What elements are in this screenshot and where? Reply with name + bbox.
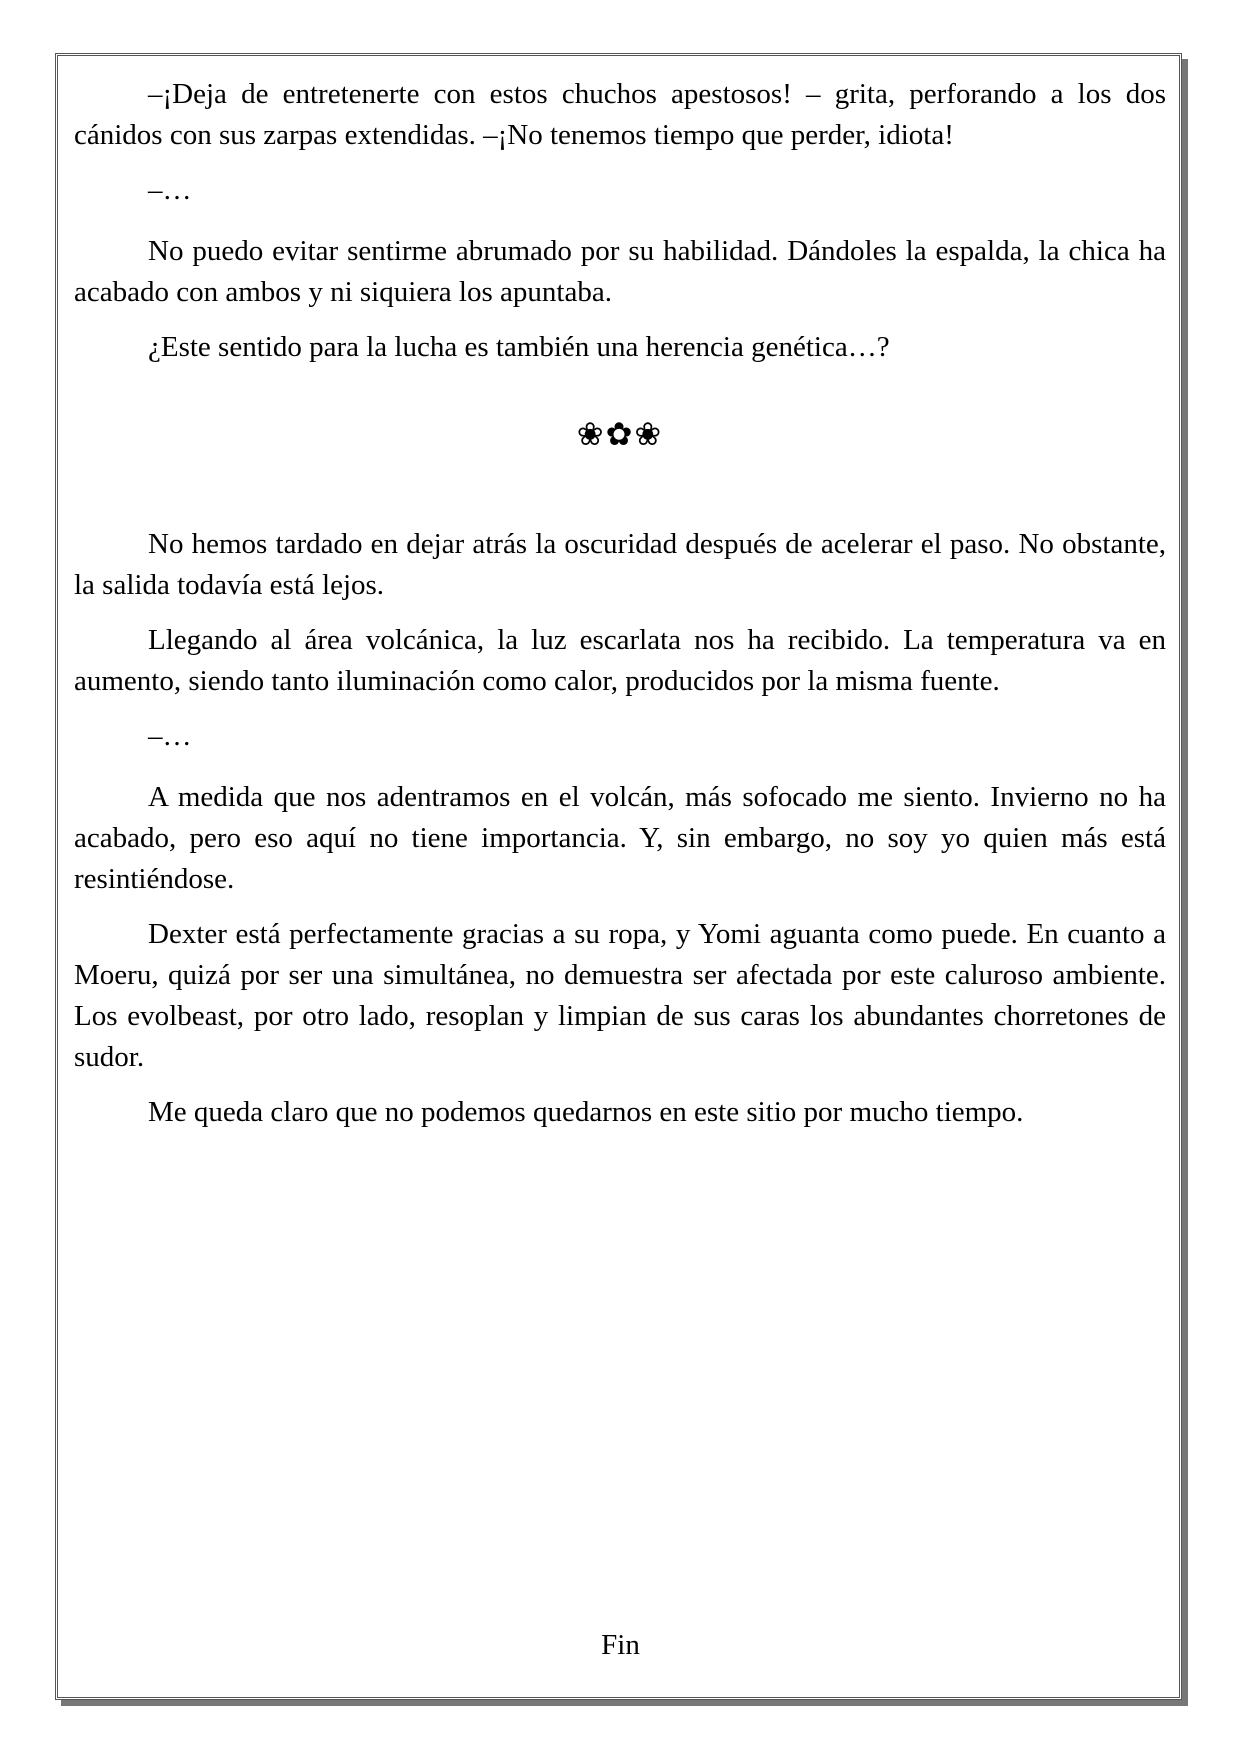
paragraph: No hemos tardado en dejar atrás la oscuridad después de acelerar el paso. No obstante, la salida todavía está lejos. xyxy=(74,528,1166,601)
paragraph: A medida que nos adentramos en el volcán, más sofocado me siento. Invierno no ha acabado, pero eso aquí no tiene importancia. Y, sin embargo, no soy yo quien más está resintiéndose. xyxy=(74,781,1166,895)
paragraph: –… xyxy=(148,720,192,752)
paragraph: Me queda claro que no podemos quedarnos en este sitio por mucho tiempo. xyxy=(148,1096,1024,1128)
end-label: Fin xyxy=(601,1629,640,1661)
paragraph: ¿Este sentido para la lucha es también una herencia genética…? xyxy=(148,331,890,363)
paragraph: –… xyxy=(148,174,192,206)
paragraph: –¡Deja de entretenerte con estos chuchos apestosos! – grita, perforando a los dos cánidos con sus zarpas extendidas. –¡No tenemos tiempo que perder, idiota! xyxy=(74,78,1166,151)
section-separator-ornament: ❀✿❀ xyxy=(576,416,664,452)
paragraph: No puedo evitar sentirme abrumado por su habilidad. Dándoles la espalda, la chica ha acabado con ambos y ni siquiera los apuntaba. xyxy=(74,235,1166,308)
paragraph: Dexter está perfectamente gracias a su ropa, y Yomi aguanta como puede. En cuanto a Moeru, quizá por ser una simultánea, no demuestra ser afectada por este caluroso ambiente. Los evolbeast, por otro lado, resoplan y limpian de sus caras los abundantes chorretones de sudor. xyxy=(74,918,1166,1073)
paragraph: Llegando al área volcánica, la luz escarlata nos ha recibido. La temperatura va en aumento, siendo tanto iluminación como calor, producidos por la misma fuente. xyxy=(74,624,1166,697)
document-body xyxy=(74,74,1166,1147)
